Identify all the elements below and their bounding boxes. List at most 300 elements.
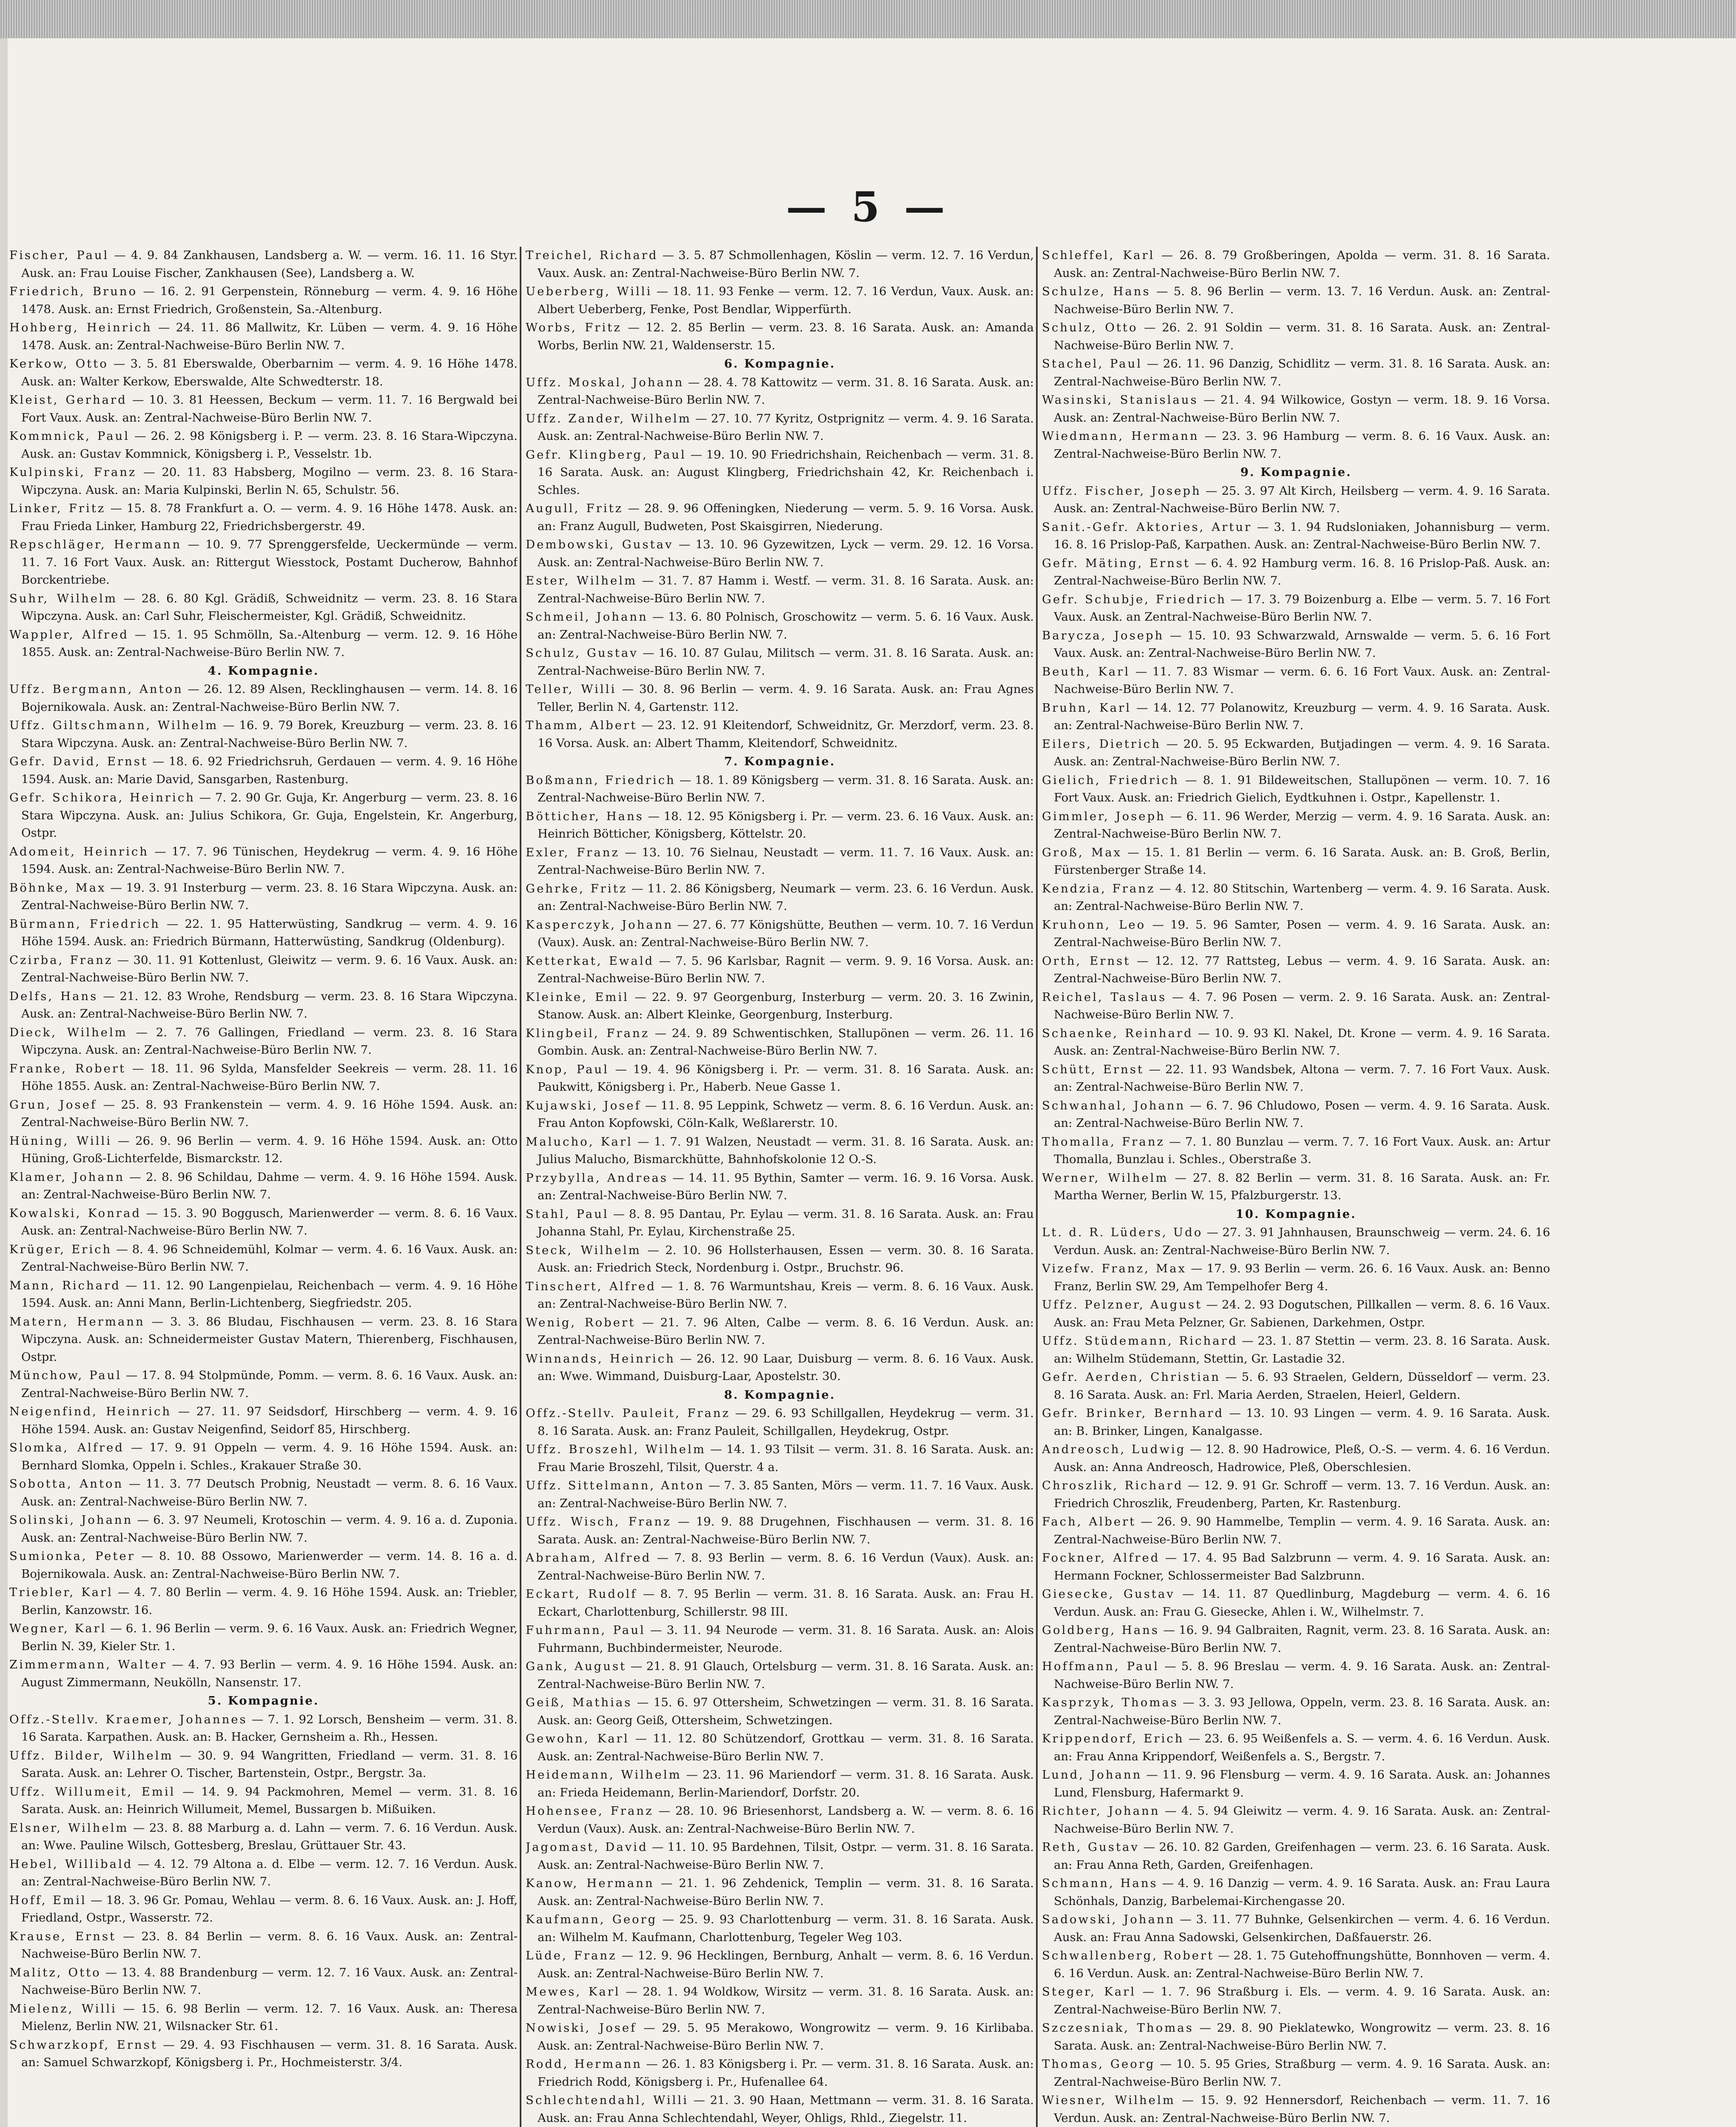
entry-name: Schmann, Hans [1042,1876,1158,1890]
entry-details: — 19. 9. 88 Drugehnen, Fischhausen — verm. 31. 8. 16 Sarata. Ausk. an: Zentral-Nachweise-Büro Berlin NW. 7. [538,1515,1034,1546]
casualty-entry [526,1622,1034,1657]
entry-name: Thamm, Albert [526,719,637,732]
company-heading: 9. Kompagnie. [1240,465,1352,479]
column-divider-1 [520,247,521,2127]
entry-name: Uffz. Sittelmann, Anton [526,1479,705,1492]
casualty-entry [1042,591,1550,626]
entry-details: — 25. 8. 93 Frankenstein — verm. 4. 9. 16 Höhe 1594. Ausk. an: Zentral-Nachweise-Büro Berlin NW. 7. [21,1098,518,1129]
casualty-entry [1042,916,1550,952]
entry-details: — 18. 11. 93 Fenke — verm. 12. 7. 16 Verdun, Vaux. Ausk. an: Albert Ueberberg, Fenke, Post Bendlar, Wipperfürth. [538,285,1034,316]
casualty-entry [526,772,1034,807]
entry-name: Schulze, Hans [1042,285,1151,298]
entry-details: — 10. 9. 93 Kl. Nakel, Dt. Krone — verm. 4. 9. 16 Sarata. Ausk. an: Zentral-Nachweise-Büro Berlin NW. 7. [1054,1026,1550,1058]
entry-details: — 15. 6. 97 Ottersheim, Schwetzingen — verm. 31. 8. 16 Sarata. Ausk. an: Georg Geiß, Ottersheim, Schwetzingen. [538,1696,1034,1727]
entry-details: — 11. 7. 83 Wismar — verm. 6. 6. 16 Fort Vaux. Ausk. an: Zentral-Nachweise-Büro Berlin NW. 7. [1054,664,1550,696]
entry-details: — 26. 9. 90 Hammelbe, Templin — verm. 4. 9. 16 Sarata. Ausk. an: Zentral-Nachweise-Büro Berlin NW. 7. [1054,1515,1550,1546]
entry-name: Schulz, Gustav [526,646,638,660]
entry-details: — 22. 9. 97 Georgenburg, Insterburg — verm. 20. 3. 16 Zwinin, Stanow. Ausk. an: Albert Kleinke, Georgenburg, Insterburg. [538,990,1034,1021]
casualty-entry [9,1511,518,1547]
casualty-entry [1042,1513,1550,1548]
casualty-entry [526,410,1034,445]
casualty-entry [1042,663,1550,699]
entry-details: — 17. 7. 96 Tünischen, Heydekrug — verm. 4. 9. 16 Höhe 1594. Ausk. an: Zentral-Nachweise-Büro Berlin NW. 7. [21,844,518,876]
entry-name: Wenig, Robert [526,1315,636,1329]
entry-name: Tinschert, Alfred [526,1279,656,1293]
entry-details: — 3. 11. 77 Buhnke, Gelsenkirchen — verm. 4. 6. 16 Verdun. Ausk. an: Frau Anna Sadowski, Gelsenkirchen, Daßfauerstr. 26. [1054,1913,1550,1944]
entry-name: Knop, Paul [526,1062,609,1076]
entry-details: — 18. 12. 95 Königsberg i. Pr. — verm. 23. 6. 16 Vaux. Ausk. an: Heinrich Bötticher, Königsberg, Köttelstr. 20. [538,809,1034,841]
entry-name: Goldberg, Hans [1042,1623,1159,1637]
entry-details: — 21. 4. 94 Wilkowice, Gostyn — verm. 18. 9. 16 Vorsa. Ausk. an: Zentral-Nachweise-Büro Berlin NW. 7. [1054,393,1550,425]
casualty-entry [9,1060,518,1095]
casualty-entry [1042,952,1550,988]
entry-details: — 18. 3. 96 Gr. Pomau, Wehlau — verm. 8. 6. 16 Vaux. Ausk. an: J. Hoff, Friedland, Ostpr., Wasserstr. 72. [21,1893,518,1925]
entry-details: — 13. 10. 76 Sielnau, Neustadt — verm. 11. 7. 16 Vaux. Ausk. an: Zentral-Nachweise-Büro Berlin NW. 7. [538,845,1034,877]
casualty-entry [1042,1441,1550,1476]
casualty-entry [9,1439,518,1474]
casualty-entry [1042,1947,1550,1982]
entry-name: Uffz. Broszehl, Wilhelm [526,1443,706,1456]
entry-details: — 22. 1. 95 Hatterwüsting, Sandkrug — verm. 4. 9. 16 Höhe 1594. Ausk. an: Friedrich Bürmann, Hatterwüsting, Sandkrug (Oldenburg). [21,917,518,948]
entry-details: — 19. 10. 90 Friedrichshain, Reichenbach — verm. 31. 8. 16 Sarata. Ausk. an: August Klingberg, Friedrichshain 42, Kr. Reichenbach i. Schles. [538,448,1034,497]
entry-name: Stachel, Paul [1042,357,1142,371]
entry-details: — 5. 8. 96 Breslau — verm. 4. 9. 16 Sarata. Ausk. an: Zentral-Nachweise-Büro Berlin NW. 7. [1054,1659,1550,1691]
entry-details: — 19. 5. 96 Samter, Posen — verm. 4. 9. 16 Sarata. Ausk. an: Zentral-Nachweise-Büro Berlin NW. 7. [1054,918,1550,949]
casualty-entry [1042,482,1550,518]
casualty-entry [1042,1369,1550,1404]
column-3 [1042,247,1550,2127]
entry-name: Bürmann, Friedrich [9,917,160,931]
entry-details: — 6. 7. 96 Chludowo, Posen — verm. 4. 9. 16 Sarata. Ausk. an: Zentral-Nachweise-Büro Berlin NW. 7. [1054,1098,1550,1130]
entry-name: Teller, Willi [526,682,617,696]
entry-name: Schlechtendahl, Willi [526,2093,689,2107]
entry-name: Bruhn, Karl [1042,701,1131,715]
entry-details: — 21. 12. 83 Wrohe, Rendsburg — verm. 23. 8. 16 Stara Wipczyna. Ausk. an: Zentral-Nachweise-Büro Berlin NW. 7. [21,989,518,1021]
entry-details: — 23. 6. 95 Weißenfels a. S. — verm. 4. 6. 16 Verdun. Ausk. an: Frau Anna Krippendorf, Weißenfels a. S., Bergstr. 7. [1054,1732,1550,1763]
entry-name: Szczesniak, Thomas [1042,2021,1194,2035]
scan-left-edge [0,38,8,2127]
entry-details: — 27. 6. 77 Königshütte, Beuthen — verm. 10. 7. 16 Verdun (Vaux). Ausk. an: Zentral-Nachweise-Büro Berlin NW. 7. [538,918,1034,949]
entry-details: — 1. 7. 96 Straßburg i. Els. — verm. 4. 9. 16 Sarata. Ausk. an: Zentral-Nachweise-Büro Berlin NW. 7. [1054,1985,1550,2016]
casualty-entry [1042,2019,1550,2055]
entry-name: Reichel, Taslaus [1042,990,1167,1004]
casualty-entry [526,952,1034,988]
entry-details: — 26. 11. 96 Danzig, Schidlitz — verm. 31. 8. 16 Sarata. Ausk. an: Zentral-Nachweise-Büro Berlin NW. 7. [1054,357,1550,388]
entry-name: Schaenke, Reinhard [1042,1026,1193,1040]
entry-details: — 17. 3. 79 Boizenburg a. Elbe — verm. 5. 7. 16 Fort Vaux. Ausk. an Zentral-Nachweise-Büro Berlin NW. 7. [1054,592,1550,624]
casualty-entry [526,1947,1034,1982]
entry-details: — 28. 4. 78 Kattowitz — verm. 31. 8. 16 Sarata. Ausk. an: Zentral-Nachweise-Büro Berlin NW. 7. [538,375,1034,407]
casualty-entry [526,1911,1034,1946]
casualty-entry [9,1169,518,1204]
casualty-entry [9,1024,518,1059]
entry-name: Czirba, Franz [9,953,113,967]
entry-details: — 18. 11. 96 Sylda, Mansfelder Seekreis — verm. 28. 11. 16 Höhe 1855. Ausk. an: Zentral-Nachweise-Büro Berlin NW. 7. [21,1061,518,1093]
entry-details: — 2. 8. 96 Schildau, Dahme — verm. 4. 9. 16 Höhe 1594. Ausk. an: Zentral-Nachweise-Büro Berlin NW. 7. [21,1170,518,1201]
entry-name: Ketterkat, Ewald [526,954,655,968]
entry-details: — 26. 8. 79 Großberingen, Apolda — verm. 31. 8. 16 Sarata. Ausk. an: Zentral-Nachweise-Büro Berlin NW. 7. [1054,248,1550,280]
casualty-entry [526,1694,1034,1729]
entry-details: — 2. 7. 76 Gallingen, Friedland — verm. 23. 8. 16 Stara Wipczyna. Ausk. an: Zentral-Nachweise-Büro Berlin NW. 7. [21,1025,518,1057]
entry-details: — 3. 5. 87 Schmollenhagen, Köslin — verm. 12. 7. 16 Verdun, Vaux. Ausk. an: Zentral-Nachweise-Büro Berlin NW. 7. [538,248,1034,280]
entry-details: — 16. 10. 87 Gulau, Militsch — verm. 31. 8. 16 Sarata. Ausk. an: Zentral-Nachweise-Büro Berlin NW. 7. [538,646,1034,678]
entry-details: — 15. 1. 95 Schmölln, Sa.-Altenburg — verm. 12. 9. 16 Höhe 1855. Ausk. an: Zentral-Nachweise-Büro Berlin NW. 7. [21,627,518,659]
casualty-entry [9,1856,518,1891]
casualty-entry [526,1097,1034,1132]
entry-name: Hohberg, Heinrich [9,321,152,334]
casualty-entry [526,1133,1034,1169]
entry-details: — 7. 3. 85 Santen, Mörs — verm. 11. 7. 16 Vaux. Ausk. an: Zentral-Nachweise-Büro Berlin NW. 7. [538,1479,1034,1510]
entry-details: — 26. 1. 83 Königsberg i. Pr. — verm. 31. 8. 16 Sarata. Ausk. an: Friedrich Rodd, Königsberg i. Pr., Hufenallee 64. [538,2057,1034,2089]
casualty-entry [1042,1766,1550,1802]
entry-details: — 24. 9. 89 Schwentischken, Stallupönen — verm. 26. 11. 16 Gombin. Ausk. an: Zentral-Nachweise-Büro Berlin NW. 7. [538,1026,1034,1058]
entry-details: — 30. 9. 94 Wangritten, Friedland — verm. 31. 8. 16 Sarata. Ausk. an: Lehrer O. Tischer, Bartenstein, Ostpr., Bergstr. 3a. [21,1748,518,1780]
casualty-entry [526,1477,1034,1512]
entry-details: — 7. 2. 90 Gr. Guja, Kr. Angerburg — verm. 23. 8. 16 Stara Wipczyna. Ausk. an: Julius Schikora, Gr. Guja, Engelstein, Kr. Angerburg, Ostpr. [21,791,518,840]
casualty-entry [1042,2092,1550,2127]
entry-name: Wasinski, Stanislaus [1042,393,1198,407]
entry-details: — 6. 3. 97 Neumeli, Krotoschin — verm. 4. 9. 16 a. d. Zuponia. Ausk. an: Zentral-Nachweise-Büro Berlin NW. 7. [21,1513,518,1545]
entry-name: Kleist, Gerhard [9,393,127,407]
entry-details: — 3. 5. 81 Eberswalde, Oberbarnim — verm. 4. 9. 16 Höhe 1478. Ausk. an: Walter Kerkow, Eberswalde, Alte Schwedterstr. 18. [21,357,518,388]
entry-details: — 31. 7. 87 Hamm i. Westf. — verm. 31. 8. 16 Sarata. Ausk. an: Zentral-Nachweise-Büro Berlin NW. 7. [538,574,1034,605]
casualty-entry [526,319,1034,354]
casualty-entry [9,626,518,661]
entry-name: Hüning, Willi [9,1134,112,1148]
entry-details: — 26. 12. 90 Laar, Duisburg — verm. 8. 6. 16 Vaux. Ausk. an: Wwe. Wimmand, Duisburg-Laar, Apostelstr. 30. [538,1351,1034,1383]
entry-name: Werner, Wilhelm [1042,1171,1169,1185]
entry-name: Bötticher, Hans [526,809,644,823]
casualty-entry [9,1313,518,1366]
casualty-entry [9,247,518,282]
entry-name: Wiesner, Wilhelm [1042,2093,1175,2107]
entry-name: Zimmermann, Walter [9,1658,167,1671]
entry-name: Dembowski, Gustav [526,538,674,551]
column-1 [9,247,518,2127]
casualty-entry [526,1513,1034,1548]
page-number-header: — 5 — [786,183,950,231]
entry-details: — 28. 6. 80 Kgl. Grädiß, Schweidnitz — verm. 23. 8. 16 Stara Wipczyna. Ausk. an: Carl Suhr, Fleischermeister, Kgl. Grädiß, Schweidnitz. [21,591,518,623]
entry-name: Uffz. Giltschmann, Wilhelm [9,719,219,732]
entry-name: Slomka, Alfred [9,1441,124,1454]
entry-name: Krüger, Erich [9,1242,112,1256]
casualty-entry [9,464,518,499]
casualty-entry [1042,1875,1550,1910]
entry-name: Treichel, Richard [526,248,658,262]
entry-name: Augull, Fritz [526,502,623,515]
casualty-entry [9,1367,518,1402]
entry-details: — 11. 9. 96 Flensburg — verm. 4. 9. 16 Sarata. Ausk. an: Johannes Lund, Flensburg, Hafermarkt 9. [1054,1768,1550,1799]
casualty-entry [1042,1224,1550,1259]
casualty-entry [526,916,1034,952]
entry-name: Kanow, Hermann [526,1876,655,1890]
entry-name: Stahl, Paul [526,1207,609,1221]
casualty-entry [526,374,1034,409]
entry-name: Krause, Ernst [9,1929,117,1943]
entry-details: — 14. 9. 94 Packmohren, Memel — verm. 31. 8. 16 Sarata. Ausk. an: Heinrich Willumeit, Memel, Bussargen b. Mißuiken. [21,1785,518,1816]
entry-details: — 23. 3. 96 Hamburg — verm. 8. 6. 16 Vaux. Ausk. an: Zentral-Nachweise-Büro Berlin NW. 7. [1054,429,1550,461]
entry-details: — 28. 1. 94 Woldkow, Wirsitz — verm. 31. 8. 16 Sarata. Ausk. an: Zentral-Nachweise-Büro Berlin NW. 7. [538,1985,1034,2016]
entry-details: — 19. 3. 91 Insterburg — verm. 23. 8. 16 Stara Wipczyna. Ausk. an: Zentral-Nachweise-Büro Berlin NW. 7. [21,881,518,912]
casualty-entry [526,1441,1034,1476]
entry-name: Malucho, Karl [526,1135,633,1149]
company-heading: 6. Kompagnie. [724,357,836,371]
casualty-entry [9,879,518,915]
entry-name: Friedrich, Bruno [9,285,138,298]
entry-name: Klamer, Johann [9,1170,125,1184]
entry-name: Boßmann, Friedrich [526,773,676,787]
entry-name: Wappler, Alfred [9,627,129,642]
entry-name: Hohensee, Franz [526,1804,654,1818]
entry-name: Kerkow, Otto [9,357,108,371]
entry-name: Uffz. Wisch, Franz [526,1515,672,1528]
entry-details: — 6. 1. 96 Berlin — verm. 9. 6. 16 Vaux. Ausk. an: Friedrich Wegner, Berlin N. 39, Kieler Str. 1. [21,1622,518,1653]
casualty-entry [526,1405,1034,1440]
casualty-entry [1042,1983,1550,2019]
casualty-entry [9,500,518,535]
entry-details: — 8. 1. 91 Bildeweitschen, Stallupönen — verm. 10. 7. 16 Fort Vaux. Ausk. an: Friedrich Gielich, Eydtkuhnen i. Ostpr., Kapellenstr. 1. [1054,773,1550,804]
entry-name: Kasperczyk, Johann [526,918,674,932]
entry-name: Neigenfind, Heinrich [9,1405,172,1418]
entry-name: Gank, August [526,1659,627,1673]
casualty-entry [9,843,518,878]
entry-details: — 14. 1. 93 Tilsit — verm. 31. 8. 16 Sarata. Ausk. an: Frau Marie Broszehl, Tilsit, Querstr. 4 a. [538,1443,1034,1474]
entry-name: Rodd, Hermann [526,2057,642,2071]
company-heading: 5. Kompagnie. [208,1694,319,1708]
entry-details: — 6. 11. 96 Werder, Merzig — verm. 4. 9. 16 Sarata. Ausk. an: Zentral-Nachweise-Büro Berlin NW. 7. [1054,809,1550,841]
entry-details: — 24. 11. 86 Mallwitz, Kr. Lüben — verm. 4. 9. 16 Höhe 1478. Ausk. an: Zentral-Nachweise-Büro Berlin NW. 7. [21,321,518,352]
entry-details: — 18. 1. 89 Königsberg — verm. 31. 8. 16 Sarata. Ausk. an: Zentral-Nachweise-Büro Berlin NW. 7. [538,773,1034,804]
entry-name: Sadowski, Johann [1042,1913,1175,1926]
entry-name: Kruhonn, Leo [1042,918,1146,932]
entry-details: — 26. 2. 98 Königsberg i. P. — verm. 23. 8. 16 Stara-Wipczyna. Ausk. an: Gustav Kommnick, Königsberg i. P., Vesselstr. 1b. [21,429,518,461]
entry-name: Hebel, Willibald [9,1857,133,1871]
entry-details: — 10. 3. 81 Heessen, Beckum — verm. 11. 7. 16 Bergwald bei Fort Vaux. Ausk. an: Zentral-Nachweise-Büro Berlin NW. 7. [21,393,518,425]
entry-details: — 3. 1. 94 Rudsloniaken, Johannisburg — verm. 16. 8. 16 Prislop-Paß, Karpathen. Ausk. an: Zentral-Nachweise-Büro Berlin NW. 7. [1054,520,1550,551]
entry-name: Franke, Robert [9,1061,126,1075]
casualty-entry [526,536,1034,571]
company-heading: 8. Kompagnie. [724,1388,836,1402]
entry-details: — 20. 5. 95 Eckwarden, Butjadingen — verm. 4. 9. 16 Sarata. Ausk. an: Zentral-Nachweise-Büro Berlin NW. 7. [1054,737,1550,768]
entry-name: Sobotta, Anton [9,1477,124,1491]
casualty-entry [9,1584,518,1619]
entry-details: — 4. 12. 79 Altona a. d. Elbe — verm. 12. 7. 16 Verdun. Ausk. an: Zentral-Nachweise-Büro Berlin NW. 7. [21,1857,518,1888]
entry-details: — 11. 10. 95 Bardehnen, Tilsit, Ostpr. — verm. 31. 8. 16 Sarata. Ausk. an: Zentral-Nachweise-Büro Berlin NW. 7. [538,1840,1034,1872]
entry-details: — 22. 11. 93 Wandsbek, Altona — verm. 7. 7. 16 Fort Vaux. Ausk. an: Zentral-Nachweise-Büro Berlin NW. 7. [1054,1062,1550,1094]
casualty-entry [9,2036,518,2072]
casualty-entry [1042,1133,1550,1169]
entry-name: Gefr. Aerden, Christian [1042,1370,1221,1384]
casualty-entry [1042,808,1550,843]
entry-name: Elsner, Wilhelm [9,1821,129,1835]
casualty-entry [526,608,1034,644]
casualty-entry [1042,1730,1550,1765]
casualty-entry [9,1747,518,1782]
casualty-entry [9,1620,518,1655]
casualty-entry [526,1242,1034,1277]
entry-details: — 27. 3. 91 Jahnhausen, Braunschweig — verm. 24. 6. 16 Verdun. Ausk. an: Zentral-Nachweise-Büro Berlin NW. 7. [1054,1226,1550,1257]
entry-name: Fischer, Paul [9,248,109,262]
entry-name: Krippendorf, Erich [1042,1732,1184,1745]
casualty-entry [526,1839,1034,1874]
entry-details: — 29. 8. 90 Pieklatewko, Wongrowitz — verm. 23. 8. 16 Sarata. Ausk. an: Zentral-Nachweise-Büro Berlin NW. 7. [1054,2021,1550,2053]
entry-name: Eilers, Dietrich [1042,737,1161,751]
entry-details: — 16. 9. 79 Borek, Kreuzburg — verm. 23. 8. 16 Stara Wipczyna. Ausk. an: Zentral-Nachweise-Büro Berlin NW. 7. [21,719,518,750]
entry-name: Grun, Josef [9,1098,97,1112]
casualty-entry [1042,247,1550,282]
casualty-entry [1042,519,1550,554]
entry-details: — 23. 12. 91 Kleitendorf, Schweidnitz, Gr. Merzdorf, verm. 23. 8. 16 Vorsa. Ausk. an: Albert Thamm, Kleitendorf, Schweidnitz. [538,719,1034,750]
casualty-entry [1042,391,1550,427]
entry-name: Barycza, Joseph [1042,628,1164,642]
entry-name: Repschläger, Hermann [9,538,182,551]
entry-details: — 10. 9. 77 Sprenggersfelde, Ueckermünde — verm. 11. 7. 16 Fort Vaux. Ausk. an: Rittergut Wiesstock, Postamt Ducherow, Bahnhof Borckentriebe. [21,538,518,587]
entry-details: — 15. 9. 92 Hennersdorf, Reichenbach — verm. 11. 7. 16 Verdun. Ausk. an: Zentral-Nachweise-Büro Berlin NW. 7. [1054,2093,1550,2125]
casualty-entry [1042,555,1550,590]
entry-details: — 21. 8. 91 Glauch, Ortelsburg — verm. 31. 8. 16 Sarata. Ausk. an: Zentral-Nachweise-Büro Berlin NW. 7. [538,1659,1034,1691]
casualty-entry [9,319,518,354]
entry-name: Uffz. Fischer, Joseph [1042,484,1201,498]
casualty-entry [526,1278,1034,1313]
entry-details: — 30. 8. 96 Berlin — verm. 4. 9. 16 Sarata. Ausk. an: Frau Agnes Teller, Berlin N. 4, Gartenstr. 112. [538,682,1034,714]
entry-details: — 11. 8. 95 Leppink, Schwetz — verm. 8. 6. 16 Verdun. Ausk. an: Frau Anton Kopfowski, Cöln-Kalk, Weßlarerstr. 10. [538,1098,1034,1130]
entry-name: Geiß, Mathias [526,1696,632,1709]
entry-details: — 7. 1. 80 Bunzlau — verm. 7. 7. 16 Fort Vaux. Ausk. an: Artur Thomalla, Bunzlau i. Schles., Oberstraße 3. [1054,1135,1550,1166]
casualty-entry [1042,1839,1550,1874]
casualty-entry [526,2019,1034,2055]
entry-name: Giesecke, Gustav [1042,1587,1175,1601]
entry-name: Triebler, Karl [9,1585,113,1599]
casualty-entry [9,1656,518,1691]
entry-name: Hoffmann, Paul [1042,1659,1159,1673]
entry-details: — 23. 8. 84 Berlin — verm. 8. 6. 16 Vaux. Ausk. an: Zentral-Nachweise-Büro Berlin NW. 7. [21,1929,518,1961]
entry-details: — 11. 2. 86 Königsberg, Neumark — verm. 23. 6. 16 Verdun. Ausk. an: Zentral-Nachweise-Büro Berlin NW. 7. [538,881,1034,913]
company-heading: 7. Kompagnie. [724,755,836,768]
casualty-entry [1042,1658,1550,1693]
casualty-entry [526,1730,1034,1765]
entry-name: Delfs, Hans [9,989,98,1003]
entry-name: Kaufmann, Georg [526,1913,657,1926]
entry-details: — 12. 2. 85 Berlin — verm. 23. 8. 16 Sarata. Ausk. an: Amanda Worbs, Berlin NW. 21, Waldenserstr. 15. [538,321,1034,352]
casualty-entry [1042,699,1550,735]
entry-name: Kulpinski, Franz [9,465,137,479]
entry-name: Suhr, Wilhelm [9,591,117,605]
column-2 [526,247,1034,2127]
entry-name: Sanit.-Gefr. Aktories, Artur [1042,520,1252,534]
casualty-entry [9,1096,518,1132]
entry-name: Reth, Gustav [1042,1840,1139,1854]
entry-details: — 6. 4. 92 Hamburg verm. 16. 8. 16 Prislop-Paß. Ausk. an: Zentral-Nachweise-Büro Berlin NW. 7. [1054,556,1550,587]
casualty-entry [1042,1585,1550,1621]
casualty-entry [9,952,518,987]
entry-name: Schmeil, Johann [526,610,648,624]
entry-details: — 10. 5. 95 Gries, Straßburg — verm. 4. 9. 16 Sarata. Ausk. an: Zentral-Nachweise-Büro Berlin NW. 7. [1054,2057,1550,2089]
entry-details: — 13. 10. 93 Lingen — verm. 4. 9. 16 Sarata. Ausk. an: B. Brinker, Lingen, Kanalgasse. [1054,1406,1550,1438]
casualty-entry [1042,1622,1550,1657]
entry-name: Gefr. Mäting, Ernst [1042,556,1190,570]
casualty-entry [1042,2056,1550,2091]
entry-name: Schwarzkopf, Ernst [9,2038,158,2052]
entry-name: Sumionka, Peter [9,1549,135,1563]
casualty-entry [1042,1025,1550,1060]
casualty-entry [526,1061,1034,1096]
entry-details: — 3. 3. 93 Jellowa, Oppeln, verm. 23. 8. 16 Sarata. Ausk. an: Zentral-Nachweise-Büro Berlin NW. 7. [1054,1696,1550,1727]
casualty-entry [526,1802,1034,1838]
entry-details: — 15. 10. 93 Schwarzwald, Arnswalde — verm. 5. 6. 16 Fort Vaux. Ausk. an: Zentral-Nachweise-Büro Berlin NW. 7. [1054,628,1550,660]
entry-name: Exler, Franz [526,845,620,859]
scan-top-band [0,0,1736,38]
casualty-entry [9,1548,518,1583]
entry-name: Kleinke, Emil [526,990,629,1004]
casualty-entry [9,1892,518,1927]
casualty-entry [9,1783,518,1819]
entry-details: — 13. 4. 88 Brandenburg — verm. 12. 7. 16 Vaux. Ausk. an: Zentral-Nachweise-Büro Berlin NW. 7. [21,1965,518,1997]
entry-details: — 12. 9. 96 Hecklingen, Bernburg, Anhalt — verm. 8. 6. 16 Verdun. Ausk. an: Zentral-Nachweise-Büro Berlin NW. 7. [538,1949,1034,1980]
casualty-entry [9,355,518,391]
entry-name: Kowalski, Konrad [9,1206,141,1220]
entry-name: Offz.-Stellv. Kraemer, Johannes [9,1712,248,1726]
entry-name: Gefr. Brinker, Bernhard [1042,1406,1224,1420]
entry-name: Nowiski, Josef [526,2021,637,2035]
entry-name: Hoff, Emil [9,1893,87,1907]
entry-details: — 1. 8. 76 Warmuntshau, Kreis — verm. 8. 6. 16 Vaux. Ausk. an: Zentral-Nachweise-Büro Berlin NW. 7. [538,1279,1034,1311]
casualty-entry [9,2000,518,2036]
entry-details: — 24. 2. 93 Dogutschen, Pillkallen — verm. 8. 6. 16 Vaux. Ausk. an: Frau Meta Pelzner, Gr. Sabienen, Darkehmen, Ostpr. [1054,1298,1550,1329]
entry-name: Dieck, Wilhelm [9,1025,128,1039]
casualty-entry [526,2092,1034,2127]
casualty-entry [9,988,518,1023]
entry-name: Heidemann, Wilhelm [526,1768,682,1782]
entry-details: — 17. 8. 94 Stolpmünde, Pomm. — verm. 8. 6. 16 Vaux. Ausk. an: Zentral-Nachweise-Büro Berlin NW. 7. [21,1369,518,1400]
entry-details: — 4. 5. 94 Gleiwitz — verm. 4. 9. 16 Sarata. Ausk. an: Zentral-Nachweise-Büro Berlin NW. 7. [1054,1804,1550,1836]
entry-details: — 13. 10. 96 Gyzewitzen, Lyck — verm. 29. 12. 16 Vorsa. Ausk. an: Zentral-Nachweise-Büro Berlin NW. 7. [538,538,1034,569]
entry-name: Gefr. Schubje, Friedrich [1042,592,1227,606]
casualty-entry [1042,1405,1550,1440]
casualty-entry [1042,989,1550,1024]
entry-name: Gefr. Schikora, Heinrich [9,791,195,804]
entry-name: Malitz, Otto [9,1965,101,1979]
entry-name: Schleffel, Karl [1042,248,1155,262]
entry-name: Uffz. Zander, Wilhelm [526,411,692,425]
entry-details: — 12. 12. 77 Rattsteg, Lebus — verm. 4. 9. 16 Sarata. Ausk. an: Zentral-Nachweise-Büro Berlin NW. 7. [1054,954,1550,985]
casualty-entry [1042,1549,1550,1585]
casualty-entry [9,753,518,788]
entry-name: Ueberberg, Willi [526,285,652,298]
casualty-entry [1042,1169,1550,1205]
casualty-entry [1042,319,1550,354]
entry-name: Uffz. Willumeit, Emil [9,1785,176,1799]
entry-details: — 16. 9. 94 Galbraiten, Ragnit, verm. 23. 8. 16 Sarata. Ausk. an: Zentral-Nachweise-Büro Berlin NW. 7. [1054,1623,1550,1655]
entry-details: — 26. 2. 91 Soldin — verm. 31. 8. 16 Sarata. Ausk. an: Zentral-Nachweise-Büro Berlin NW. 7. [1054,321,1550,352]
entry-details: — 29. 6. 93 Schillgallen, Heydekrug — verm. 31. 8. 16 Sarata. Ausk. an: Franz Pauleit, Schillgallen, Heydekrug, Ostpr. [538,1406,1034,1438]
entry-details: — 23. 11. 96 Mariendorf — verm. 31. 8. 16 Sarata. Ausk. an: Frieda Heidemann, Berlin-Mariendorf, Dorfstr. 20. [538,1768,1034,1799]
casualty-entry [1042,627,1550,662]
entry-name: Schulz, Otto [1042,321,1138,334]
casualty-entry [1042,1802,1550,1838]
entry-name: Offz.-Stellv. Pauleit, Franz [526,1406,730,1420]
entry-name: Ester, Wilhelm [526,574,637,587]
casualty-entry [1042,880,1550,915]
entry-name: Mewes, Karl [526,1985,620,1999]
entry-details: — 4. 7. 96 Posen — verm. 2. 9. 16 Sarata. Ausk. an: Zentral-Nachweise-Büro Berlin NW. 7. [1054,990,1550,1021]
entry-details: — 5. 6. 93 Straelen, Geldern, Düsseldorf — verm. 23. 8. 16 Sarata. Ausk. an: Frl. Maria Aerden, Straelen, Heierl, Geldern. [1054,1370,1550,1402]
casualty-entry [9,1964,518,1999]
casualty-entry [9,391,518,427]
entry-details: — 16. 2. 91 Gerpenstein, Rönneburg — verm. 4. 9. 16 Höhe 1478. Ausk. an: Ernst Friedrich, Großenstein, Sa.-Altenburg. [21,285,518,316]
entry-details: — 11. 3. 77 Deutsch Probnig, Neustadt — verm. 8. 6. 16 Vaux. Ausk. an: Zentral-Nachweise-Büro Berlin NW. 7. [21,1477,518,1508]
casualty-entry [1042,1260,1550,1295]
casualty-entry [9,1205,518,1240]
